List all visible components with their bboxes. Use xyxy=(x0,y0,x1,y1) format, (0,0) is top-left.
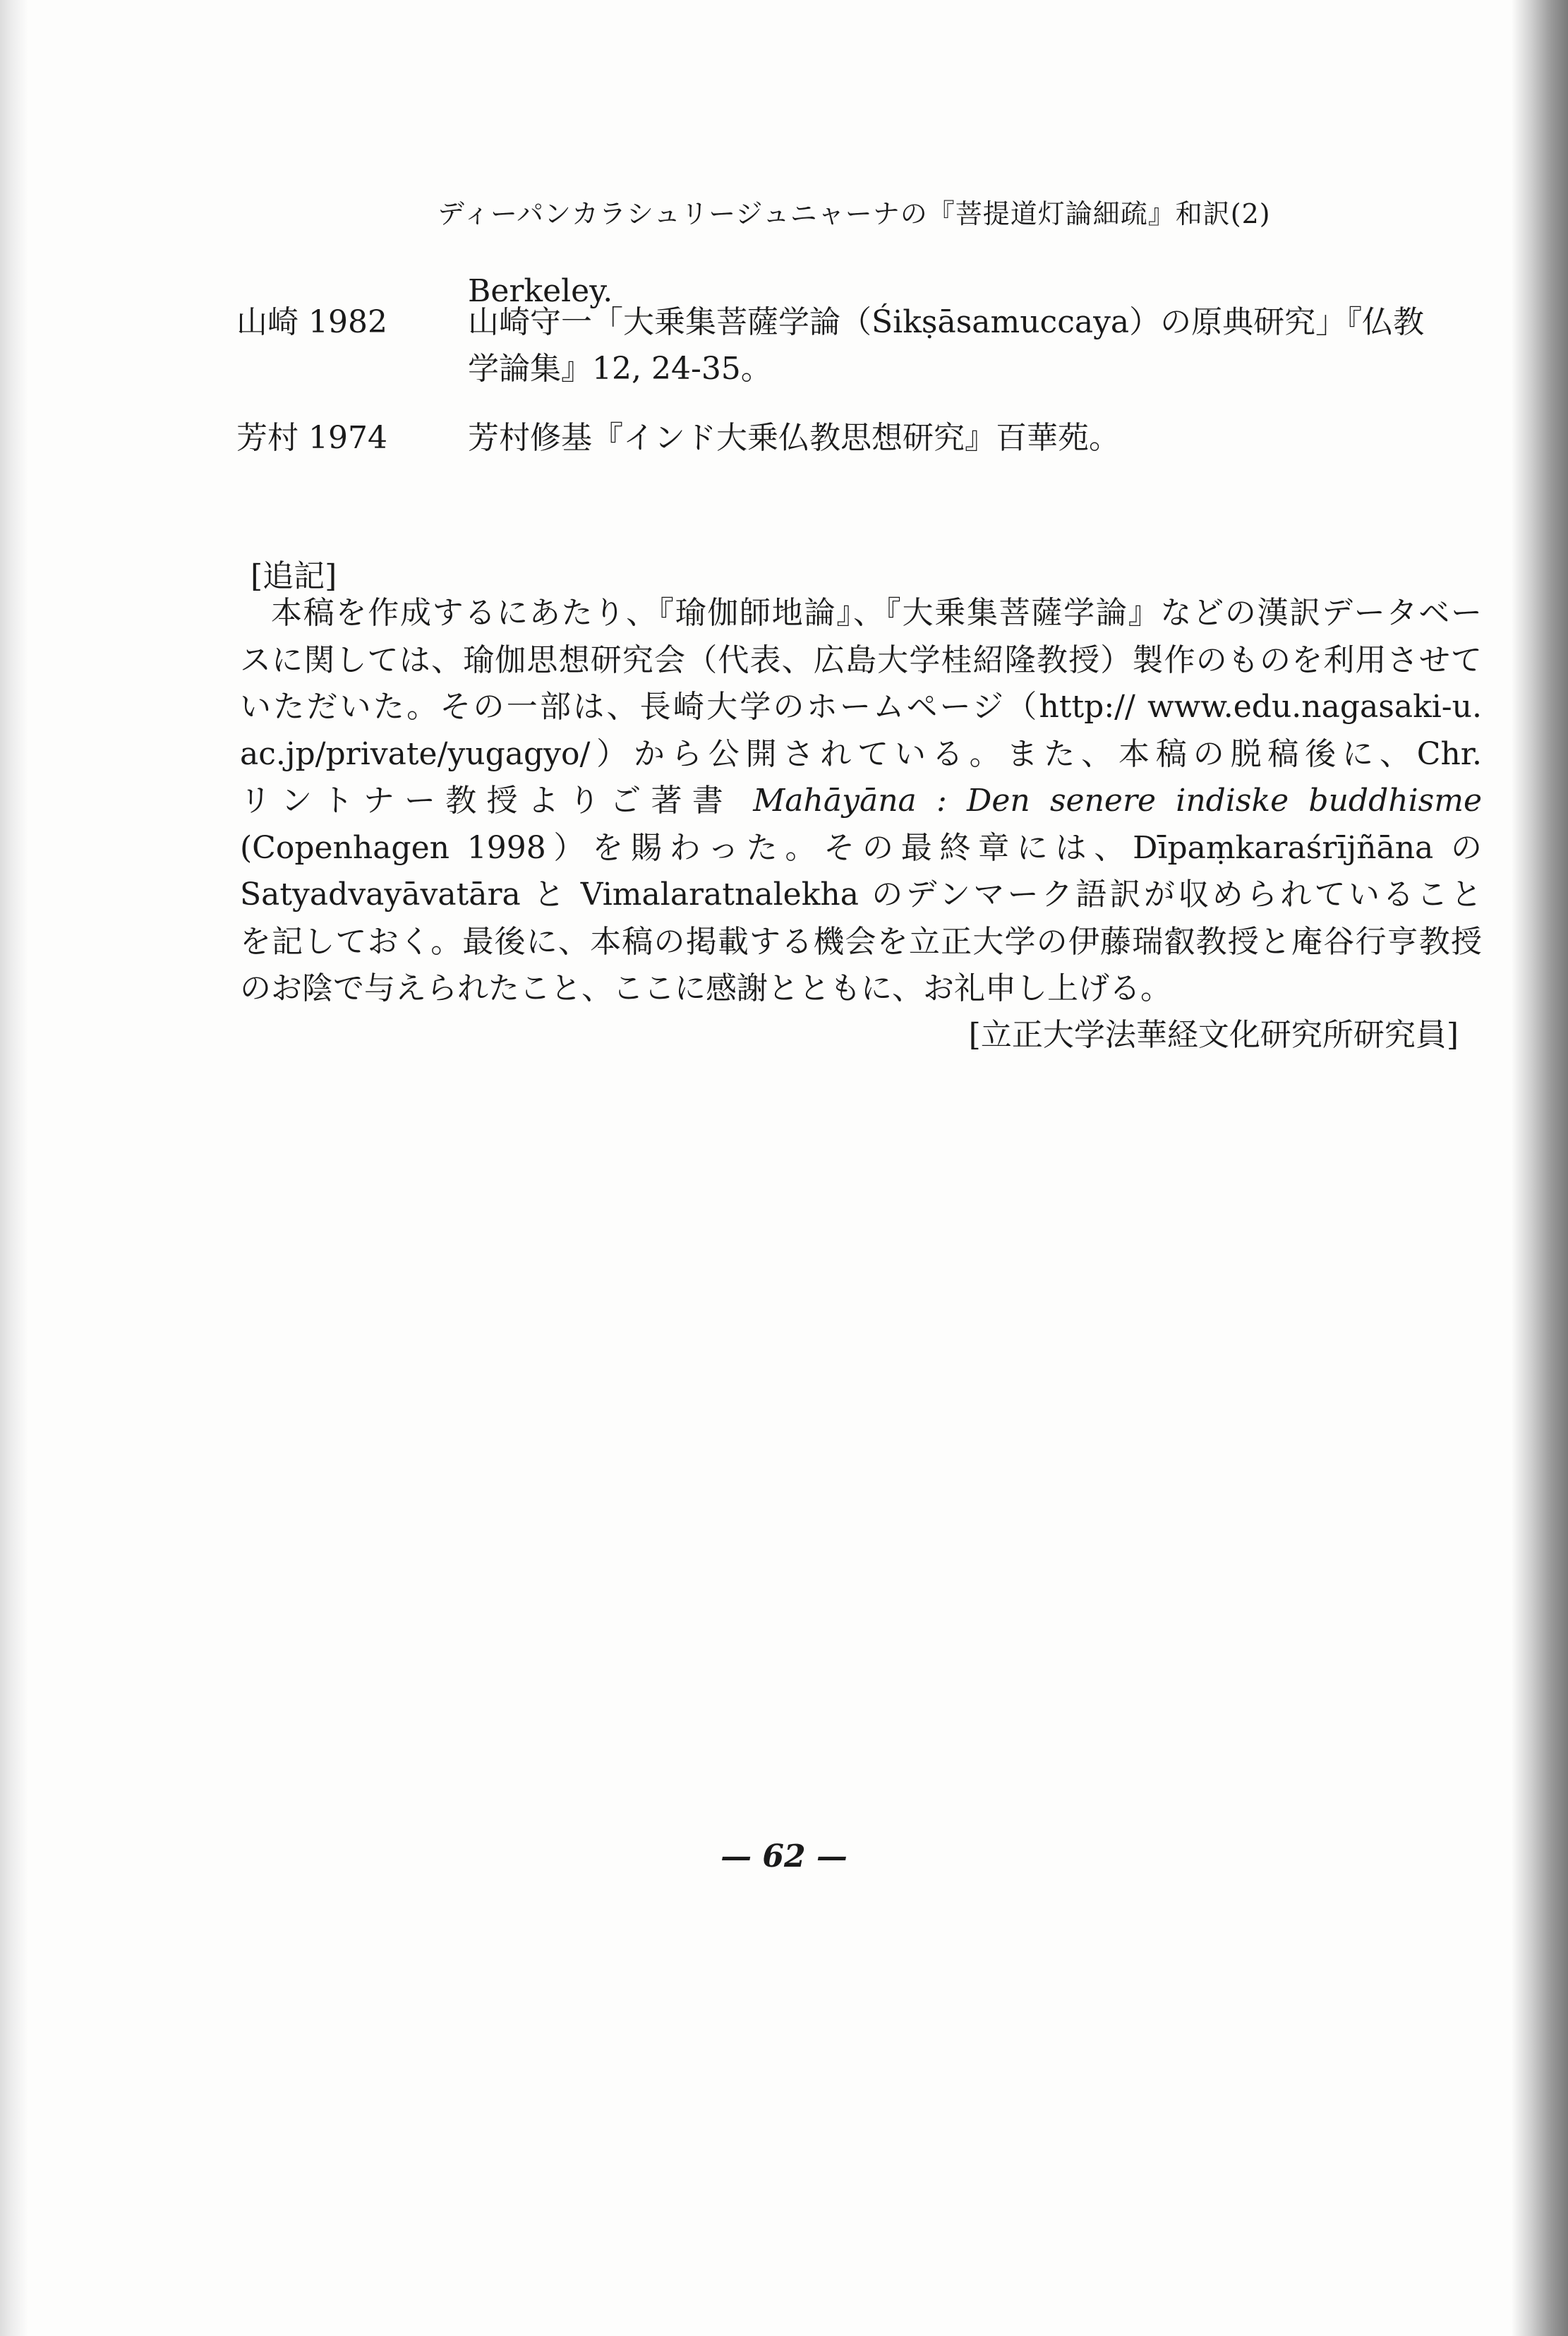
page-number: — 62 — xyxy=(720,1838,848,1874)
reference-line: 山崎守一「大乗集菩薩学論（Śikṣāsamuccaya）の原典研究」『仏教 xyxy=(468,304,1425,340)
postscript-heading: [追記] xyxy=(251,558,337,594)
reference-line: 学論集』12, 24-35。 xyxy=(468,351,772,387)
postscript-line: (Copenhagen 1998）を賜わった。その最終章には、Dīpaṃkaraśrījñāna の xyxy=(240,829,1482,866)
reference-text xyxy=(468,415,1568,462)
running-header: ディーパンカラシュリージュニャーナの『菩提道灯論細疏』和訳(2) xyxy=(438,198,1271,229)
reference-key: 芳村 1974 xyxy=(236,420,387,456)
reference-text xyxy=(468,299,1568,392)
postscript-line-lead: リントナー教授よりご著書 xyxy=(240,783,733,819)
reference-key: 山崎 1982 xyxy=(236,304,387,340)
author-affiliation: [立正大学法華経文化研究所研究員] xyxy=(968,1017,1459,1053)
postscript-line: Satyadvayāvatāra と Vimalaratnalekha のデンマーク語訳が収められていること xyxy=(240,877,1482,913)
reference-line: 芳村修基『インド大乗仏教思想研究』百華苑。 xyxy=(468,420,1120,456)
postscript-line-with-book-title xyxy=(240,778,1482,825)
postscript-line: いただいた。その一部は、長崎大学のホームページ（http:// www.edu.nagasaki-u. xyxy=(240,689,1482,725)
postscript-line: を記しておく。最後に、本稿の掲載する機会を立正大学の伊藤瑞叡教授と庵谷行亨教授 xyxy=(240,923,1482,960)
scan-edge-left xyxy=(0,0,28,2336)
postscript-body xyxy=(240,590,1482,1013)
book-title: Mahāyāna : Den senere indiske buddhisme xyxy=(753,783,1483,819)
postscript-line: スに関しては、瑜伽思想研究会（代表、広島大学桂紹隆教授）製作のものを利用させて xyxy=(240,642,1482,678)
postscript-line: のお陰で与えられたこと、ここに感謝とともに、お礼申し上げる。 xyxy=(240,970,1171,1006)
reference-line: Berkeley. xyxy=(468,273,613,309)
postscript-line: ac.jp/private/yugagyo/）から公開されている。また、本稿の脱稿後に、Chr. xyxy=(240,735,1482,772)
postscript-line: 本稿を作成するにあたり、『瑜伽師地論』、『大乗集菩薩学論』などの漢訳データベー xyxy=(271,595,1482,631)
